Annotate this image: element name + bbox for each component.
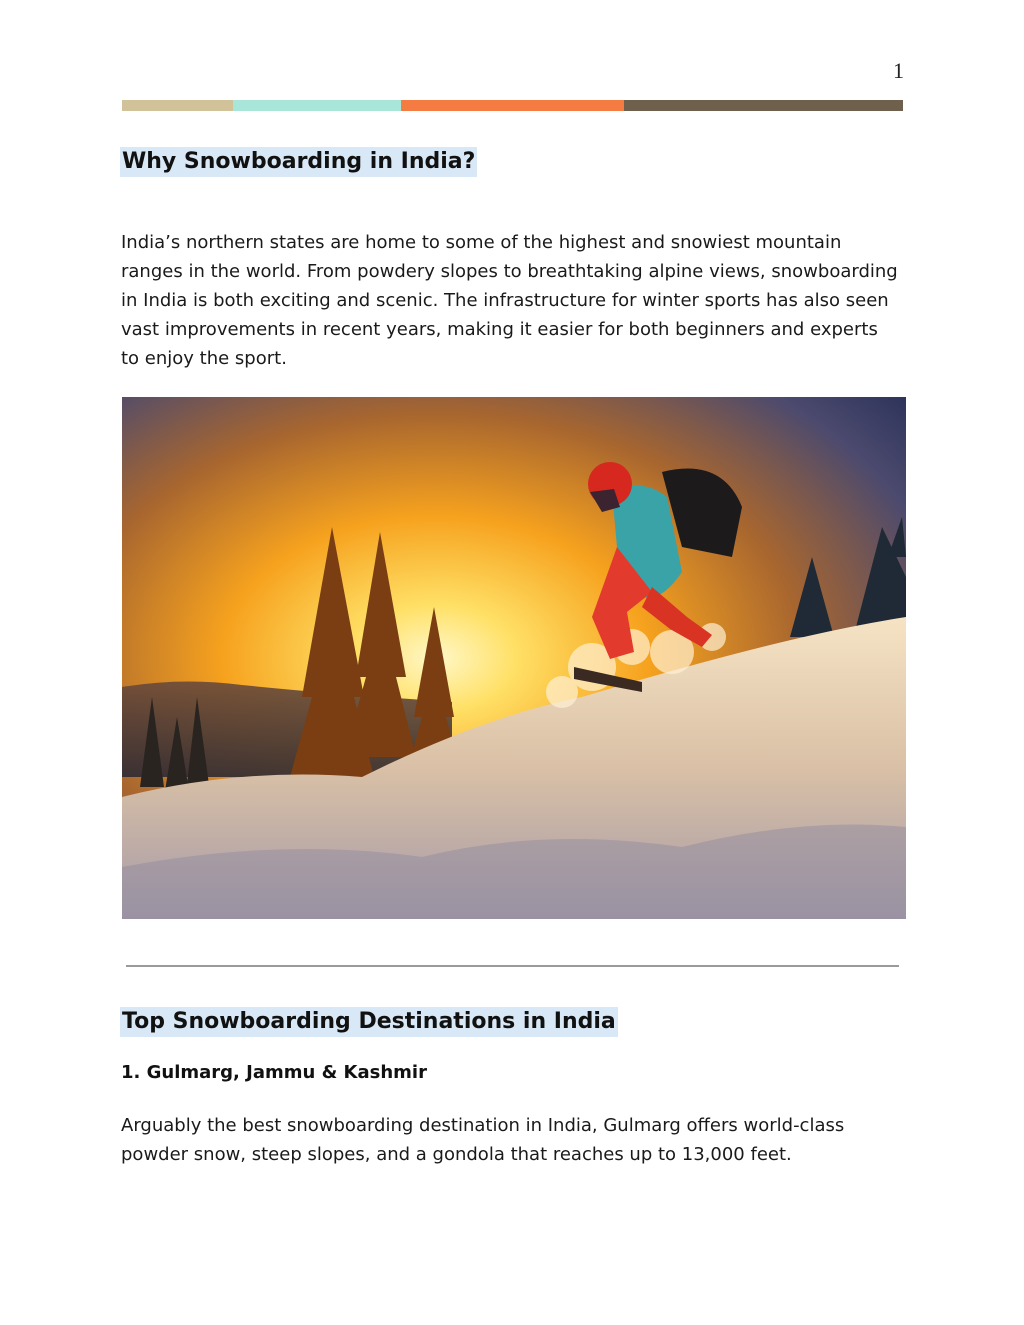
accent-segment-orange [401, 100, 624, 111]
accent-segment-tan [122, 100, 233, 111]
intro-paragraph: India’s northern states are home to some of the highest and snowiest mountain ranges in the world. From powdery slopes to breathtaking alpine views, snowboarding in India is both exciting and scenic. The infrastructure for winter sports has also seen vast improvements in recent years, making it easier for both beginners and experts to enjoy the sport. [121, 232, 898, 369]
page-number: 1 [893, 58, 904, 83]
accent-color-bar [122, 100, 903, 111]
section-heading-destinations: Top Snowboarding Destinations in India [120, 1007, 618, 1037]
accent-segment-aqua [233, 100, 401, 111]
section-divider [126, 965, 899, 967]
destination-title-gulmarg: 1. Gulmarg, Jammu & Kashmir [121, 1062, 427, 1083]
snowboarder-photo [122, 397, 906, 919]
section-heading-why: Why Snowboarding in India? [120, 147, 477, 177]
destination-description-gulmarg: Arguably the best snowboarding destination in India, Gulmarg offers world-class powder snow, steep slopes, and a gondola that reaches up to 13,000 feet. [121, 1115, 845, 1165]
accent-segment-brown [624, 100, 903, 111]
